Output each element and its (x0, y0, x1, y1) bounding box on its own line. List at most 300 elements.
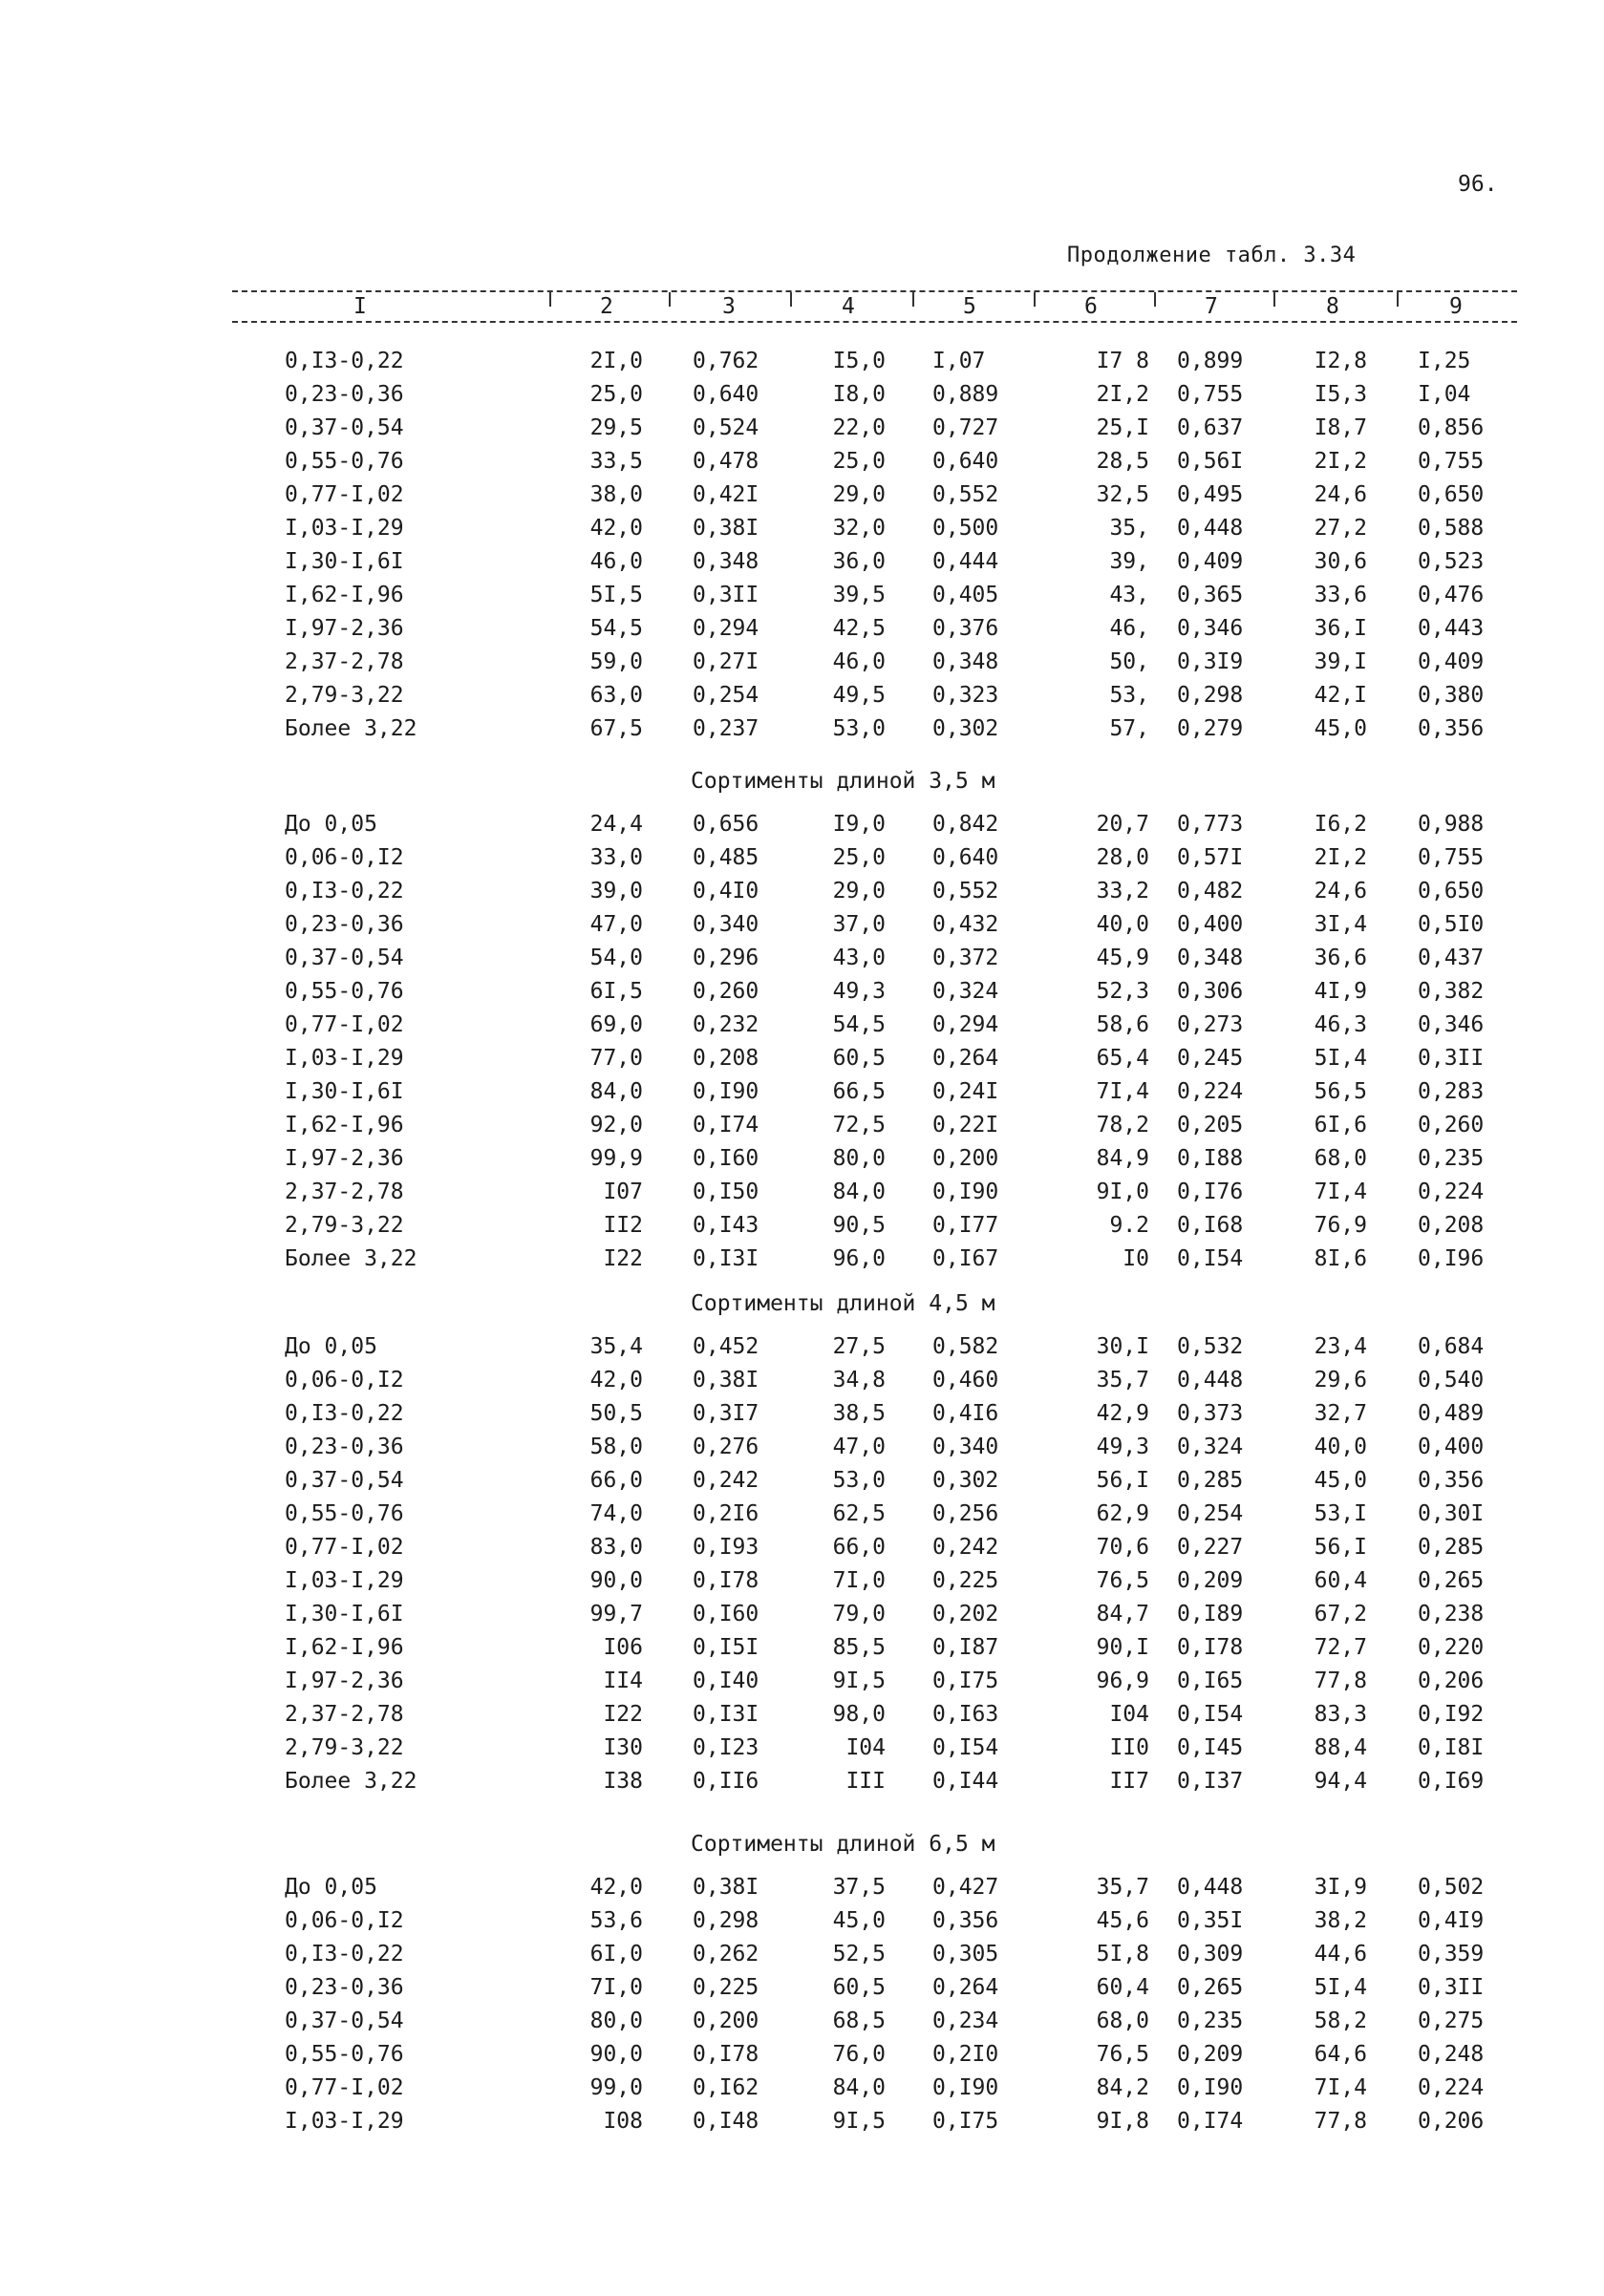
table-cell: I,97-2,36 (285, 1669, 404, 1693)
table-cell: 0,I3-0,22 (285, 1401, 404, 1426)
table-cell: 60,5 (832, 1975, 886, 2000)
table-cell: 0,77-I,02 (285, 1012, 404, 1037)
table-row (0, 1180, 1604, 1212)
table-cell: 0,552 (932, 482, 999, 507)
table-cell: 0,I54 (932, 1735, 999, 1760)
table-cell: 52,3 (1096, 979, 1149, 1004)
table-row (0, 1146, 1604, 1179)
table-cell: 2,79-3,22 (285, 1735, 404, 1760)
table-row (0, 946, 1604, 978)
table-cell: 0,206 (1418, 1669, 1485, 1693)
column-divider (790, 292, 792, 307)
table-row (0, 1769, 1604, 1801)
table-cell: 53,0 (832, 1468, 886, 1493)
table-cell: 0,I3I (693, 1246, 759, 1271)
table-cell: 0,298 (1177, 683, 1244, 708)
table-cell: 0,I48 (693, 2109, 759, 2134)
table-row (0, 716, 1604, 749)
section-title: Сортименты длиной 4,5 м (691, 1291, 995, 1316)
table-cell: 0,495 (1177, 482, 1244, 507)
table-cell: 9I,5 (832, 2109, 886, 2134)
table-cell: 25,0 (832, 845, 886, 870)
table-cell: II4 (603, 1669, 643, 1693)
table-cell: 0,I75 (932, 2109, 999, 2134)
table-cell: 0,524 (693, 415, 759, 440)
table-cell: 0,323 (932, 683, 999, 708)
table-cell: 0,276 (693, 1435, 759, 1459)
column-header: 6 (1084, 294, 1098, 319)
table-cell: I38 (603, 1769, 643, 1794)
table-cell: 0,23-0,36 (285, 1975, 404, 2000)
table-cell: 85,5 (832, 1635, 886, 1660)
table-cell: 0,684 (1418, 1334, 1485, 1359)
table-cell: 42,9 (1096, 1401, 1149, 1426)
table-cell: 46,0 (832, 649, 886, 674)
table-cell: 76,5 (1096, 2042, 1149, 2067)
table-cell: 0,II6 (693, 1769, 759, 1794)
table-cell: 40,0 (1096, 912, 1149, 937)
table-cell: 84,7 (1096, 1602, 1149, 1626)
table-cell: 0,373 (1177, 1401, 1244, 1426)
table-cell: 0,I87 (932, 1635, 999, 1660)
table-cell: 0,856 (1418, 415, 1485, 440)
table-cell: 56,5 (1314, 1079, 1367, 1104)
table-cell: 0,37-0,54 (285, 946, 404, 970)
table-cell: 0,208 (693, 1046, 759, 1071)
table-cell: I,03-I,29 (285, 516, 404, 541)
table-cell: 56,I (1096, 1468, 1149, 1493)
table-cell: I5,3 (1314, 382, 1367, 407)
table-row (0, 1368, 1604, 1400)
column-header: 8 (1326, 294, 1339, 319)
table-cell: 32,0 (832, 516, 886, 541)
table-cell: 72,5 (832, 1113, 886, 1137)
table-cell: 0,532 (1177, 1334, 1244, 1359)
table-cell: I30 (603, 1735, 643, 1760)
table-cell: 62,9 (1096, 1501, 1149, 1526)
table-cell: 20,7 (1096, 812, 1149, 837)
table-cell: 0,552 (932, 879, 999, 904)
table-cell: 0,460 (932, 1368, 999, 1392)
table-cell: I,04 (1418, 382, 1471, 407)
table-cell: 0,409 (1177, 549, 1244, 574)
table-cell: 0,582 (932, 1334, 999, 1359)
table-cell: I,03-I,29 (285, 1568, 404, 1593)
table-cell: 56,I (1314, 1535, 1367, 1560)
table-cell: 0,755 (1418, 845, 1485, 870)
table-row (0, 1702, 1604, 1734)
table-cell: 0,23-0,36 (285, 382, 404, 407)
table-row (0, 812, 1604, 844)
table-cell: 0,I3-0,22 (285, 349, 404, 373)
table-cell: 38,0 (589, 482, 643, 507)
table-cell: 0,298 (693, 1908, 759, 1933)
table-cell: 42,I (1314, 683, 1367, 708)
table-row (0, 1501, 1604, 1534)
table-cell: 0,4I0 (693, 879, 759, 904)
table-cell: 68,5 (832, 2009, 886, 2033)
table-cell: 0,296 (693, 946, 759, 970)
column-divider (1034, 292, 1036, 307)
table-cell: 22,0 (832, 415, 886, 440)
table-cell: 33,0 (589, 845, 643, 870)
table-cell: 0,224 (1177, 1079, 1244, 1104)
table-cell: 0,I88 (1177, 1146, 1244, 1171)
table-cell: 0,I78 (693, 2042, 759, 2067)
table-cell: 66,5 (832, 1079, 886, 1104)
table-cell: 0,224 (1418, 2075, 1485, 2100)
table-cell: 0,262 (693, 1942, 759, 1966)
table-cell: I8,0 (832, 382, 886, 407)
table-cell: 38,2 (1314, 1908, 1367, 1933)
table-cell: 96,9 (1096, 1669, 1149, 1693)
table-cell: 0,265 (1418, 1568, 1485, 1593)
table-cell: 54,0 (589, 946, 643, 970)
table-cell: I9,0 (832, 812, 886, 837)
table-cell: 46, (1109, 616, 1149, 641)
table-cell: 2I,2 (1096, 382, 1149, 407)
table-cell: I,25 (1418, 349, 1471, 373)
table-cell: 0,06-0,I2 (285, 1908, 404, 1933)
table-cell: 0,482 (1177, 879, 1244, 904)
table-cell: 3I,9 (1314, 1875, 1367, 1900)
table-cell: 0,588 (1418, 516, 1485, 541)
table-cell: 77,8 (1314, 2109, 1367, 2134)
table-cell: 0,238 (1418, 1602, 1485, 1626)
table-cell: 0,400 (1418, 1435, 1485, 1459)
table-cell: 0,3II (1418, 1975, 1485, 2000)
table-cell: 0,650 (1418, 482, 1485, 507)
table-cell: 80,0 (832, 1146, 886, 1171)
table-cell: 0,405 (932, 583, 999, 607)
table-cell: 66,0 (589, 1468, 643, 1493)
table-cell: 45,9 (1096, 946, 1149, 970)
table-cell: 0,I23 (693, 1735, 759, 1760)
table-row (0, 549, 1604, 582)
table-cell: I,62-I,96 (285, 1113, 404, 1137)
table-cell: 0,2I6 (693, 1501, 759, 1526)
table-cell: 0,348 (1177, 946, 1244, 970)
table-cell: 0,256 (932, 1501, 999, 1526)
table-cell: 0,285 (1177, 1468, 1244, 1493)
table-row (0, 1046, 1604, 1078)
table-cell: 0,359 (1418, 1942, 1485, 1966)
table-cell: 0,232 (693, 1012, 759, 1037)
table-cell: 0,37-0,54 (285, 2009, 404, 2033)
table-cell: 29,0 (832, 879, 886, 904)
table-cell: 7I,0 (589, 1975, 643, 2000)
table-cell: I8,7 (1314, 415, 1367, 440)
table-cell: 0,I43 (693, 1213, 759, 1238)
table-cell: 0,206 (1418, 2109, 1485, 2134)
table-cell: 0,27I (693, 649, 759, 674)
table-cell: 39,5 (832, 583, 886, 607)
table-cell: 0,38I (693, 1368, 759, 1392)
column-divider (1397, 292, 1399, 307)
table-cell: 0,294 (693, 616, 759, 641)
table-cell: 0,37-0,54 (285, 1468, 404, 1493)
table-cell: 43, (1109, 583, 1149, 607)
table-cell: 2I,0 (589, 349, 643, 373)
table-cell: 0,302 (932, 1468, 999, 1493)
table-cell: 0,06-0,I2 (285, 1368, 404, 1392)
table-row (0, 2009, 1604, 2041)
table-row (0, 649, 1604, 682)
table-cell: 24,6 (1314, 482, 1367, 507)
table-cell: II0 (1109, 1735, 1149, 1760)
table-cell: 0,650 (1418, 879, 1485, 904)
table-cell: 76,5 (1096, 1568, 1149, 1593)
table-cell: 0,225 (693, 1975, 759, 2000)
page-number: 96. (1458, 172, 1498, 197)
table-cell: 74,0 (589, 1501, 643, 1526)
table-row (0, 1213, 1604, 1245)
table-cell: 65,4 (1096, 1046, 1149, 1071)
table-cell: 84,0 (589, 1079, 643, 1104)
table-row (0, 1735, 1604, 1768)
table-cell: 0,I5I (693, 1635, 759, 1660)
table-cell: 0,I45 (1177, 1735, 1244, 1760)
table-cell: 0,225 (932, 1568, 999, 1593)
table-cell: 2,37-2,78 (285, 1702, 404, 1727)
table-cell: 9I,5 (832, 1669, 886, 1693)
table-cell: 0,242 (932, 1535, 999, 1560)
table-cell: 45,0 (1314, 1468, 1367, 1493)
table-cell: 6I,5 (589, 979, 643, 1004)
table-cell: 0,3I9 (1177, 649, 1244, 674)
table-cell: 47,0 (832, 1435, 886, 1459)
table-cell: 28,0 (1096, 845, 1149, 870)
table-cell: 0,I90 (693, 1079, 759, 1104)
table-cell: 2,79-3,22 (285, 683, 404, 708)
table-cell: 2I,2 (1314, 449, 1367, 474)
table-cell: 0,227 (1177, 1535, 1244, 1560)
table-cell: 25,0 (589, 382, 643, 407)
table-cell: I04 (1109, 1702, 1149, 1727)
table-cell: I,07 (932, 349, 986, 373)
table-cell: 25,I (1096, 415, 1149, 440)
table-row (0, 1468, 1604, 1500)
table-cell: 0,I93 (693, 1535, 759, 1560)
table-cell: II2 (603, 1213, 643, 1238)
table-cell: 0,77-I,02 (285, 482, 404, 507)
table-row (0, 845, 1604, 878)
table-cell: 0,476 (1418, 583, 1485, 607)
table-cell: 5I,4 (1314, 1975, 1367, 2000)
table-cell: 39,0 (589, 879, 643, 904)
table-cell: I,97-2,36 (285, 616, 404, 641)
table-cell: 2,37-2,78 (285, 649, 404, 674)
column-divider (1273, 292, 1275, 307)
table-cell: 0,727 (932, 415, 999, 440)
table-cell: 33,2 (1096, 879, 1149, 904)
table-cell: 35,4 (589, 1334, 643, 1359)
table-row (0, 1635, 1604, 1668)
table-cell: 58,0 (589, 1435, 643, 1459)
table-cell: 90,0 (589, 2042, 643, 2067)
table-cell: 43,0 (832, 946, 886, 970)
table-cell: 0,260 (693, 979, 759, 1004)
table-cell: 6I,0 (589, 1942, 643, 1966)
table-cell: 34,8 (832, 1368, 886, 1392)
table-row (0, 1435, 1604, 1467)
table-cell: 0,478 (693, 449, 759, 474)
table-cell: 0,237 (693, 716, 759, 741)
table-cell: 0,988 (1418, 812, 1485, 837)
table-cell: 24,6 (1314, 879, 1367, 904)
table-cell: I22 (603, 1702, 643, 1727)
table-cell: 0,55-0,76 (285, 2042, 404, 2067)
table-cell: 0,346 (1177, 616, 1244, 641)
table-row (0, 1535, 1604, 1567)
table-cell: 7I,4 (1096, 1079, 1149, 1104)
table-cell: 96,0 (832, 1246, 886, 1271)
table-cell: I2,8 (1314, 349, 1367, 373)
table-cell: 0,427 (932, 1875, 999, 1900)
table-row (0, 1334, 1604, 1367)
table-cell: 29,5 (589, 415, 643, 440)
table-cell: 30,6 (1314, 549, 1367, 574)
table-cell: I04 (845, 1735, 886, 1760)
table-cell: 0,55-0,76 (285, 1501, 404, 1526)
table-cell: 70,6 (1096, 1535, 1149, 1560)
table-cell: 0,224 (1418, 1180, 1485, 1204)
table-cell: 54,5 (832, 1012, 886, 1037)
table-cell: I,30-I,6I (285, 1602, 404, 1626)
table-cell: 0,637 (1177, 415, 1244, 440)
table-cell: 0,I78 (1177, 1635, 1244, 1660)
table-cell: 0,38I (693, 516, 759, 541)
column-divider (912, 292, 914, 307)
table-cell: 0,306 (1177, 979, 1244, 1004)
table-cell: 0,444 (932, 549, 999, 574)
table-cell: 0,409 (1418, 649, 1485, 674)
table-cell: 44,6 (1314, 1942, 1367, 1966)
table-cell: 67,2 (1314, 1602, 1367, 1626)
table-row (0, 2042, 1604, 2074)
table-cell: 29,0 (832, 482, 886, 507)
table-cell: 0,254 (1177, 1501, 1244, 1526)
table-cell: 49,3 (1096, 1435, 1149, 1459)
table-cell: 0,I3-0,22 (285, 879, 404, 904)
table-cell: 66,0 (832, 1535, 886, 1560)
table-cell: 0,I74 (1177, 2109, 1244, 2134)
table-cell: Более 3,22 (285, 716, 417, 741)
table-cell: 0,448 (1177, 516, 1244, 541)
table-row (0, 1246, 1604, 1279)
table-cell: 35,7 (1096, 1875, 1149, 1900)
header-bottom-rule (232, 321, 1517, 323)
table-cell: 35, (1109, 516, 1149, 541)
table-cell: 42,0 (589, 1368, 643, 1392)
table-cell: 0,I67 (932, 1246, 999, 1271)
table-cell: 7I,4 (1314, 2075, 1367, 2100)
table-cell: 84,0 (832, 2075, 886, 2100)
table-cell: I0 (1123, 1246, 1149, 1271)
table-row (0, 583, 1604, 615)
table-cell: 0,3II (1418, 1046, 1485, 1071)
table-cell: 84,9 (1096, 1146, 1149, 1171)
table-cell: 0,I68 (1177, 1213, 1244, 1238)
table-cell: 5I,5 (589, 583, 643, 607)
table-cell: 90,I (1096, 1635, 1149, 1660)
table-cell: 0,I40 (693, 1669, 759, 1693)
table-cell: 29,6 (1314, 1368, 1367, 1392)
table-row (0, 1875, 1604, 1907)
table-cell: 58,2 (1314, 2009, 1367, 2033)
table-cell: 0,I90 (1177, 2075, 1244, 2100)
table-cell: До 0,05 (285, 1334, 377, 1359)
table-cell: 49,5 (832, 683, 886, 708)
header-top-rule (232, 290, 1517, 292)
table-cell: 37,0 (832, 912, 886, 937)
table-cell: 4I,9 (1314, 979, 1367, 1004)
table-cell: 0,275 (1418, 2009, 1485, 2033)
table-cell: 0,264 (932, 1046, 999, 1071)
table-cell: 0,400 (1177, 912, 1244, 937)
table-cell: 72,7 (1314, 1635, 1367, 1660)
table-cell: 50, (1109, 649, 1149, 674)
table-row (0, 1669, 1604, 1701)
table-cell: 2,79-3,22 (285, 1213, 404, 1238)
table-cell: 0,I37 (1177, 1769, 1244, 1794)
table-cell: 42,0 (589, 1875, 643, 1900)
column-header: 7 (1205, 294, 1218, 319)
table-cell: 0,340 (693, 912, 759, 937)
table-cell: 0,06-0,I2 (285, 845, 404, 870)
table-cell: 0,I90 (932, 2075, 999, 2100)
table-cell: 0,I69 (1418, 1769, 1485, 1794)
table-cell: 9.2 (1109, 1213, 1149, 1238)
column-divider (1154, 292, 1156, 307)
table-cell: 37,5 (832, 1875, 886, 1900)
table-cell: I08 (603, 2109, 643, 2134)
table-cell: 0,356 (932, 1908, 999, 1933)
table-cell: 0,I90 (932, 1180, 999, 1204)
table-cell: 57, (1109, 716, 1149, 741)
table-cell: 0,205 (1177, 1113, 1244, 1137)
table-cell: 0,755 (1177, 382, 1244, 407)
table-cell: 0,248 (1418, 2042, 1485, 2067)
table-cell: 0,55-0,76 (285, 979, 404, 1004)
table-cell: 0,22I (932, 1113, 999, 1137)
table-cell: Более 3,22 (285, 1769, 417, 1794)
table-cell: 0,382 (1418, 979, 1485, 1004)
table-row (0, 449, 1604, 481)
table-row (0, 1012, 1604, 1045)
table-cell: 0,200 (693, 2009, 759, 2033)
table-cell: 0,437 (1418, 946, 1485, 970)
table-cell: 0,37-0,54 (285, 415, 404, 440)
table-cell: 59,0 (589, 649, 643, 674)
table-cell: 0,I75 (932, 1669, 999, 1693)
table-cell: 3I,4 (1314, 912, 1367, 937)
table-cell: 53,6 (589, 1908, 643, 1933)
table-cell: 0,I44 (932, 1769, 999, 1794)
table-cell: 46,3 (1314, 1012, 1367, 1037)
table-row (0, 1079, 1604, 1112)
table-cell: 0,279 (1177, 716, 1244, 741)
table-caption: Продолжение табл. 3.34 (1067, 244, 1357, 267)
table-cell: 9I,0 (1096, 1180, 1149, 1204)
table-row (0, 683, 1604, 715)
table-cell: I,03-I,29 (285, 1046, 404, 1071)
table-cell: 0,I92 (1418, 1702, 1485, 1727)
table-cell: 5I,8 (1096, 1942, 1149, 1966)
table-cell: 0,77-I,02 (285, 2075, 404, 2100)
column-header: 2 (600, 294, 613, 319)
table-cell: 0,235 (1418, 1146, 1485, 1171)
